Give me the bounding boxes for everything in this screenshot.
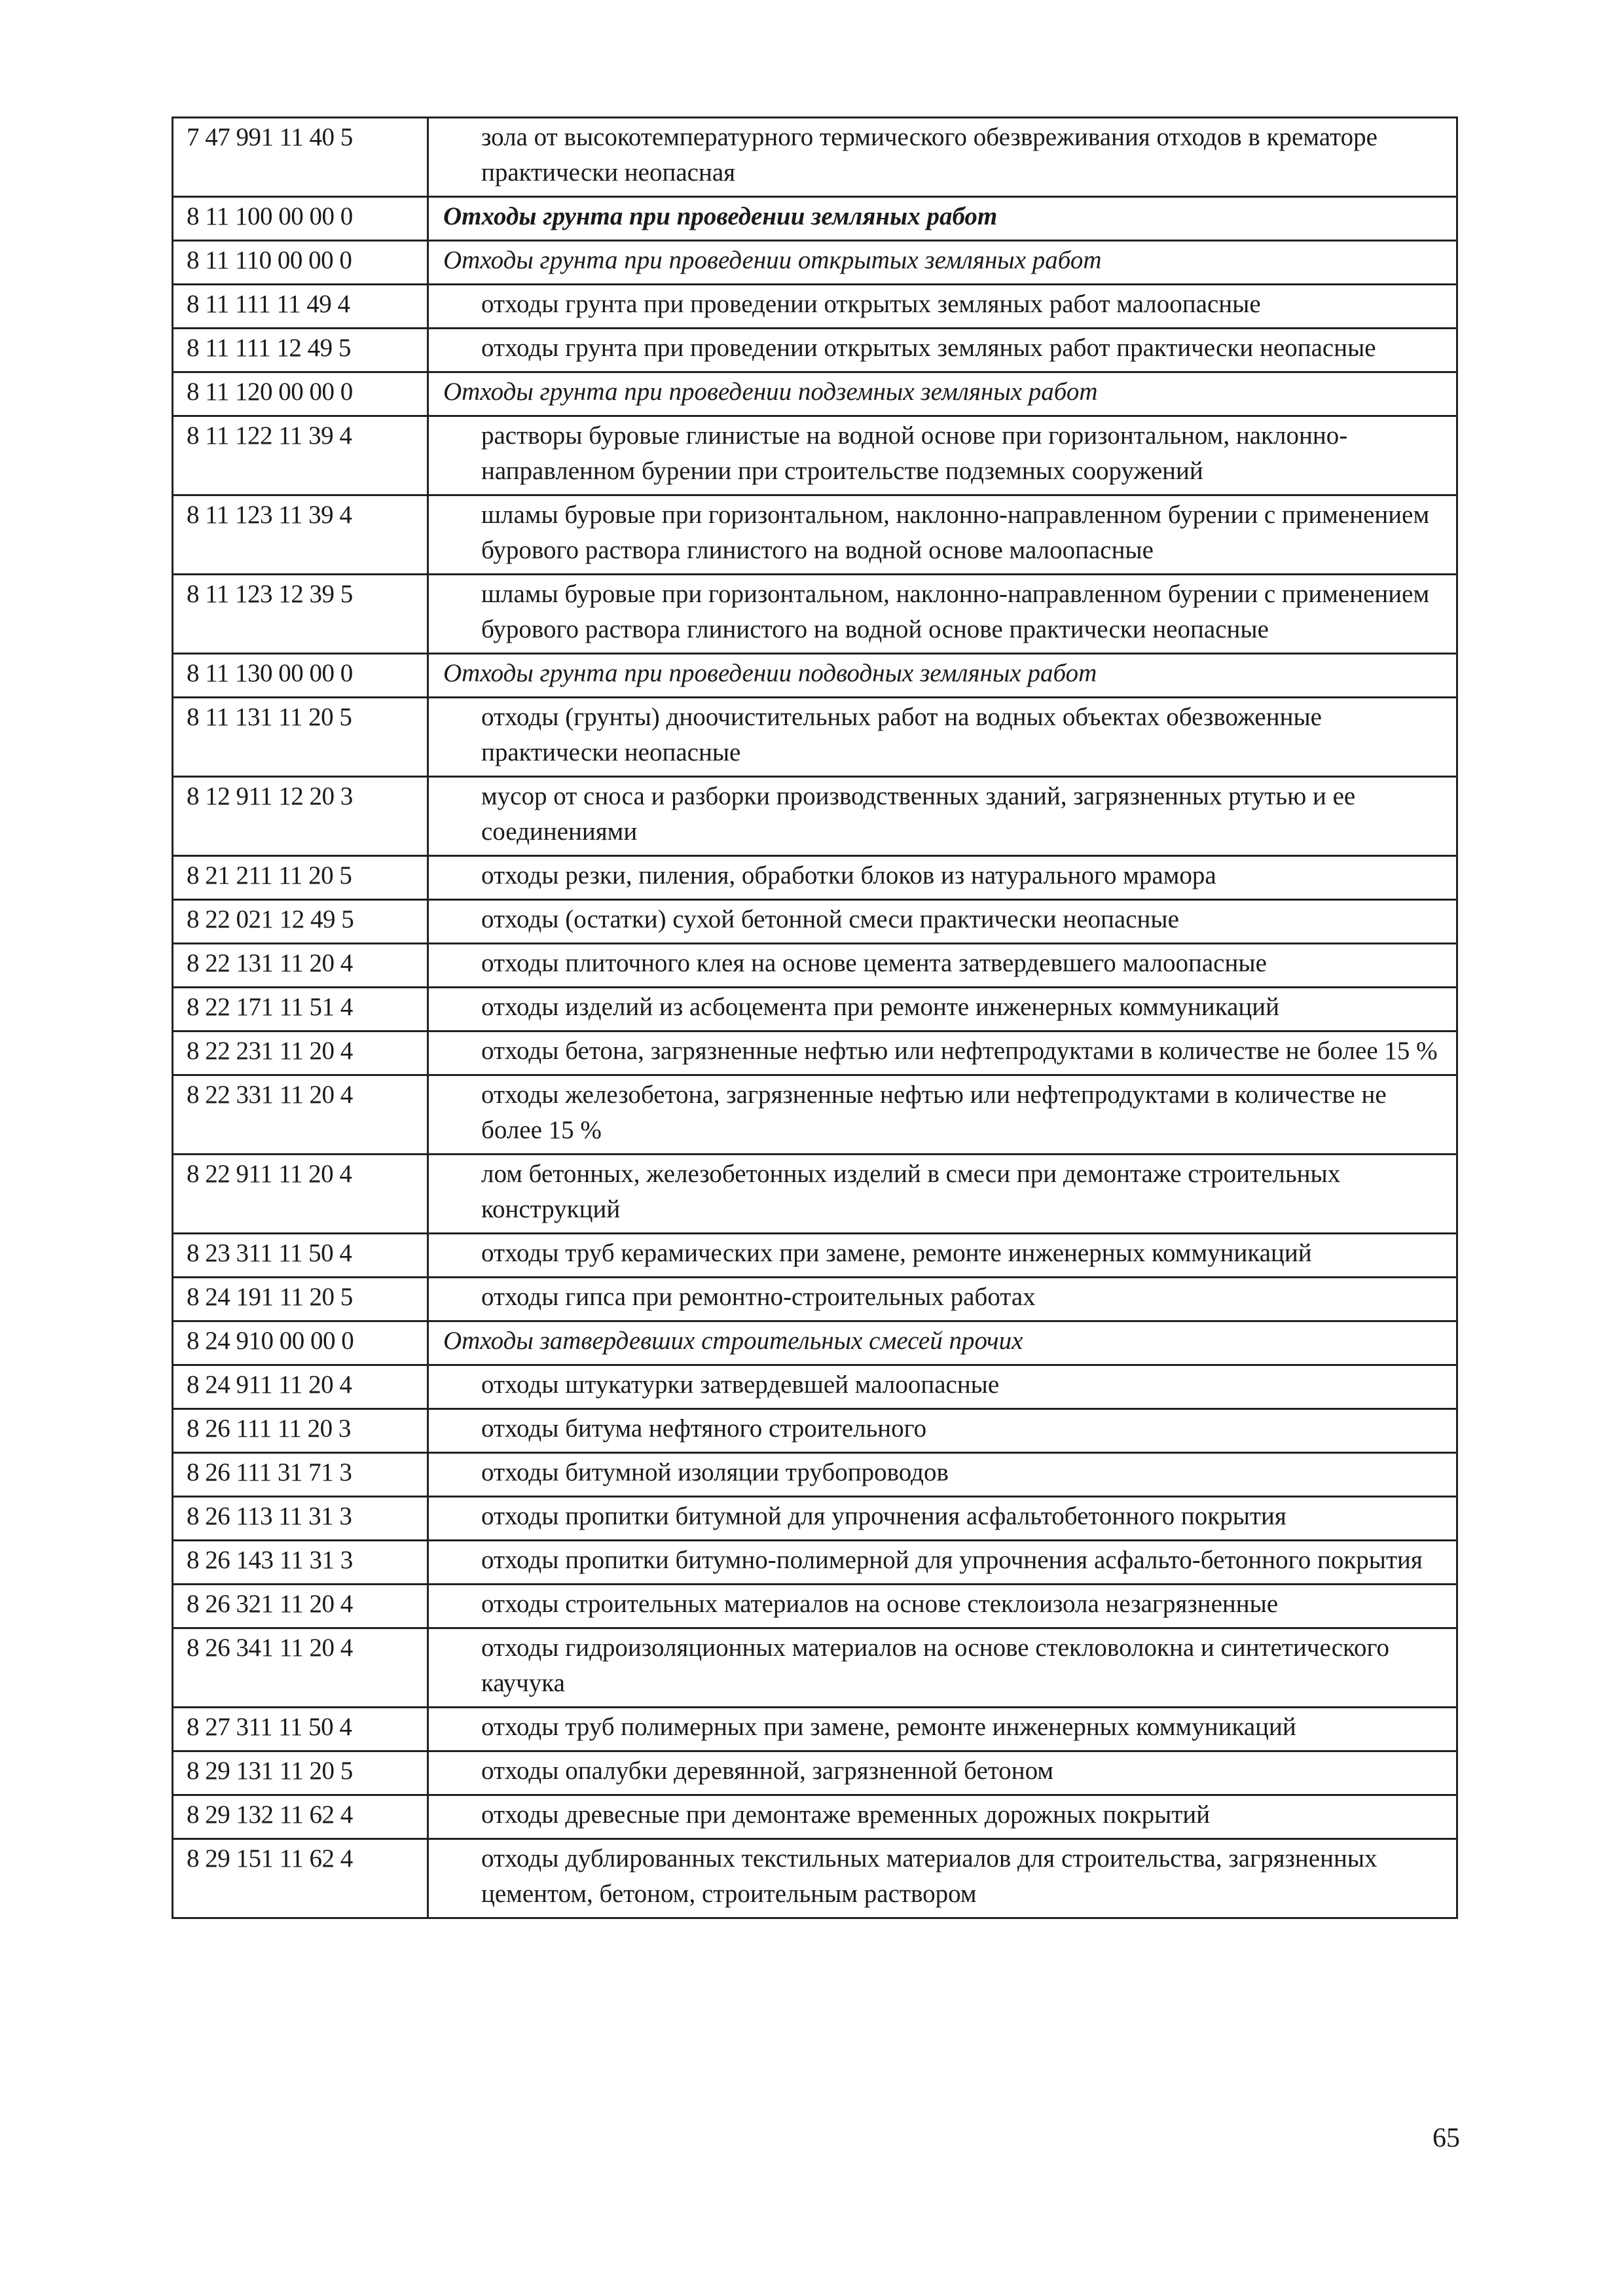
waste-name-cell: отходы грунта при проведении открытых земляных работ практически неопасные	[428, 329, 1457, 372]
table-row	[173, 900, 1457, 944]
waste-code-cell: 8 26 341 11 20 4	[173, 1628, 428, 1708]
waste-name-cell: отходы резки, пиления, обработки блоков из натурального мрамора	[428, 856, 1457, 900]
waste-name-cell: Отходы грунта при проведении подземных земляных работ	[428, 372, 1457, 416]
waste-name-cell: растворы буровые глинистые на водной основе при горизонтальном, наклонно-направленном бурении при строительстве подземных сооружений	[428, 416, 1457, 495]
waste-code-cell: 8 11 131 11 20 5	[173, 698, 428, 777]
waste-name-cell: мусор от сноса и разборки производственных зданий, загрязненных ртутью и ее соединениями	[428, 777, 1457, 856]
table-row	[173, 944, 1457, 988]
table-row	[173, 1409, 1457, 1453]
waste-code-cell: 8 22 021 12 49 5	[173, 900, 428, 944]
waste-code-cell: 8 11 122 11 39 4	[173, 416, 428, 495]
waste-name-cell: отходы древесные при демонтаже временных дорожных покрытий	[428, 1795, 1457, 1839]
waste-name-cell: лом бетонных, железобетонных изделий в смеси при демонтаже строительных конструкций	[428, 1155, 1457, 1234]
waste-code-cell: 8 22 231 11 20 4	[173, 1031, 428, 1075]
table-row	[173, 1839, 1457, 1918]
waste-code-cell: 8 11 123 12 39 5	[173, 575, 428, 654]
waste-code-cell: 8 22 171 11 51 4	[173, 988, 428, 1031]
waste-code-cell: 8 26 111 31 71 3	[173, 1453, 428, 1497]
waste-code-cell: 8 11 111 11 49 4	[173, 285, 428, 329]
table-row	[173, 1031, 1457, 1075]
waste-code-cell: 8 11 100 00 00 0	[173, 197, 428, 241]
waste-classification-table	[172, 117, 1458, 1919]
waste-code-cell: 8 21 211 11 20 5	[173, 856, 428, 900]
table-row	[173, 1365, 1457, 1409]
waste-code-cell: 8 22 331 11 20 4	[173, 1075, 428, 1155]
waste-name-cell: отходы штукатурки затвердевшей малоопасные	[428, 1365, 1457, 1409]
waste-name-cell: зола от высокотемпературного термического обезвреживания отходов в крематоре практически неопасная	[428, 118, 1457, 197]
waste-code-cell: 8 26 111 11 20 3	[173, 1409, 428, 1453]
table-row	[173, 575, 1457, 654]
waste-name-cell: отходы пропитки битумной для упрочнения асфальтобетонного покрытия	[428, 1497, 1457, 1541]
waste-code-cell: 8 26 143 11 31 3	[173, 1541, 428, 1585]
waste-name-cell: отходы пропитки битумно-полимерной для упрочнения асфальто-бетонного покрытия	[428, 1541, 1457, 1585]
waste-name-cell: отходы грунта при проведении открытых земляных работ малоопасные	[428, 285, 1457, 329]
waste-name-cell: Отходы грунта при проведении земляных работ	[428, 197, 1457, 241]
waste-code-cell: 8 11 110 00 00 0	[173, 241, 428, 285]
table-row	[173, 777, 1457, 856]
table-row	[173, 856, 1457, 900]
waste-code-cell: 8 26 321 11 20 4	[173, 1585, 428, 1628]
waste-name-cell: Отходы затвердевших строительных смесей прочих	[428, 1321, 1457, 1365]
table-row	[173, 1453, 1457, 1497]
waste-code-cell: 8 29 151 11 62 4	[173, 1839, 428, 1918]
table-row	[173, 1628, 1457, 1708]
table-row	[173, 118, 1457, 197]
waste-name-cell: Отходы грунта при проведении открытых земляных работ	[428, 241, 1457, 285]
table-row	[173, 1541, 1457, 1585]
table-row	[173, 1497, 1457, 1541]
waste-name-cell: отходы труб керамических при замене, ремонте инженерных коммуникаций	[428, 1234, 1457, 1278]
table-row	[173, 1751, 1457, 1795]
table-row	[173, 1155, 1457, 1234]
waste-code-cell: 8 29 131 11 20 5	[173, 1751, 428, 1795]
waste-code-cell: 8 24 910 00 00 0	[173, 1321, 428, 1365]
table-row	[173, 241, 1457, 285]
waste-code-cell: 8 11 123 11 39 4	[173, 495, 428, 575]
waste-name-cell: отходы бетона, загрязненные нефтью или нефтепродуктами в количестве не более 15 %	[428, 1031, 1457, 1075]
waste-name-cell: отходы изделий из асбоцемента при ремонте инженерных коммуникаций	[428, 988, 1457, 1031]
table-row	[173, 285, 1457, 329]
waste-code-cell: 8 24 191 11 20 5	[173, 1278, 428, 1321]
waste-name-cell: отходы железобетона, загрязненные нефтью или нефтепродуктами в количестве не более 15 %	[428, 1075, 1457, 1155]
table-body	[173, 118, 1457, 1918]
waste-name-cell: шламы буровые при горизонтальном, наклонно-направленном бурении с применением бурового раствора глинистого на водной основе практически неопасные	[428, 575, 1457, 654]
waste-code-cell: 8 11 111 12 49 5	[173, 329, 428, 372]
table-row	[173, 372, 1457, 416]
waste-name-cell: отходы плиточного клея на основе цемента затвердевшего малоопасные	[428, 944, 1457, 988]
table-row	[173, 1278, 1457, 1321]
table-row	[173, 698, 1457, 777]
waste-code-cell: 8 26 113 11 31 3	[173, 1497, 428, 1541]
waste-code-cell: 8 11 130 00 00 0	[173, 654, 428, 698]
waste-name-cell: отходы гидроизоляционных материалов на основе стекловолокна и синтетического каучука	[428, 1628, 1457, 1708]
waste-code-cell: 8 12 911 12 20 3	[173, 777, 428, 856]
waste-name-cell: отходы труб полимерных при замене, ремонте инженерных коммуникаций	[428, 1708, 1457, 1751]
waste-name-cell: отходы (остатки) сухой бетонной смеси практически неопасные	[428, 900, 1457, 944]
waste-name-cell: отходы опалубки деревянной, загрязненной бетоном	[428, 1751, 1457, 1795]
waste-name-cell: отходы строительных материалов на основе стеклоизола незагрязненные	[428, 1585, 1457, 1628]
waste-code-cell: 8 22 131 11 20 4	[173, 944, 428, 988]
table-row	[173, 329, 1457, 372]
table-row	[173, 988, 1457, 1031]
waste-name-cell: Отходы грунта при проведении подводных земляных работ	[428, 654, 1457, 698]
waste-name-cell: отходы дублированных текстильных материалов для строительства, загрязненных цементом, бетоном, строительным раствором	[428, 1839, 1457, 1918]
waste-name-cell: отходы (грунты) дноочистительных работ на водных объектах обезвоженные практически неопасные	[428, 698, 1457, 777]
waste-code-cell: 8 24 911 11 20 4	[173, 1365, 428, 1409]
waste-code-cell: 8 11 120 00 00 0	[173, 372, 428, 416]
waste-code-cell: 8 29 132 11 62 4	[173, 1795, 428, 1839]
table-row	[173, 1075, 1457, 1155]
waste-name-cell: отходы гипса при ремонтно-строительных работах	[428, 1278, 1457, 1321]
table-row	[173, 654, 1457, 698]
waste-name-cell: шламы буровые при горизонтальном, наклонно-направленном бурении с применением бурового раствора глинистого на водной основе малоопасные	[428, 495, 1457, 575]
table-row	[173, 1708, 1457, 1751]
table-row	[173, 197, 1457, 241]
table-row	[173, 1585, 1457, 1628]
table-row	[173, 495, 1457, 575]
waste-code-cell: 8 27 311 11 50 4	[173, 1708, 428, 1751]
waste-code-cell: 8 23 311 11 50 4	[173, 1234, 428, 1278]
waste-name-cell: отходы битума нефтяного строительного	[428, 1409, 1457, 1453]
waste-code-cell: 7 47 991 11 40 5	[173, 118, 428, 197]
table-row	[173, 416, 1457, 495]
table-row	[173, 1234, 1457, 1278]
waste-name-cell: отходы битумной изоляции трубопроводов	[428, 1453, 1457, 1497]
table-row	[173, 1795, 1457, 1839]
page-number: 65	[1432, 2123, 1460, 2153]
waste-code-cell: 8 22 911 11 20 4	[173, 1155, 428, 1234]
table-row	[173, 1321, 1457, 1365]
